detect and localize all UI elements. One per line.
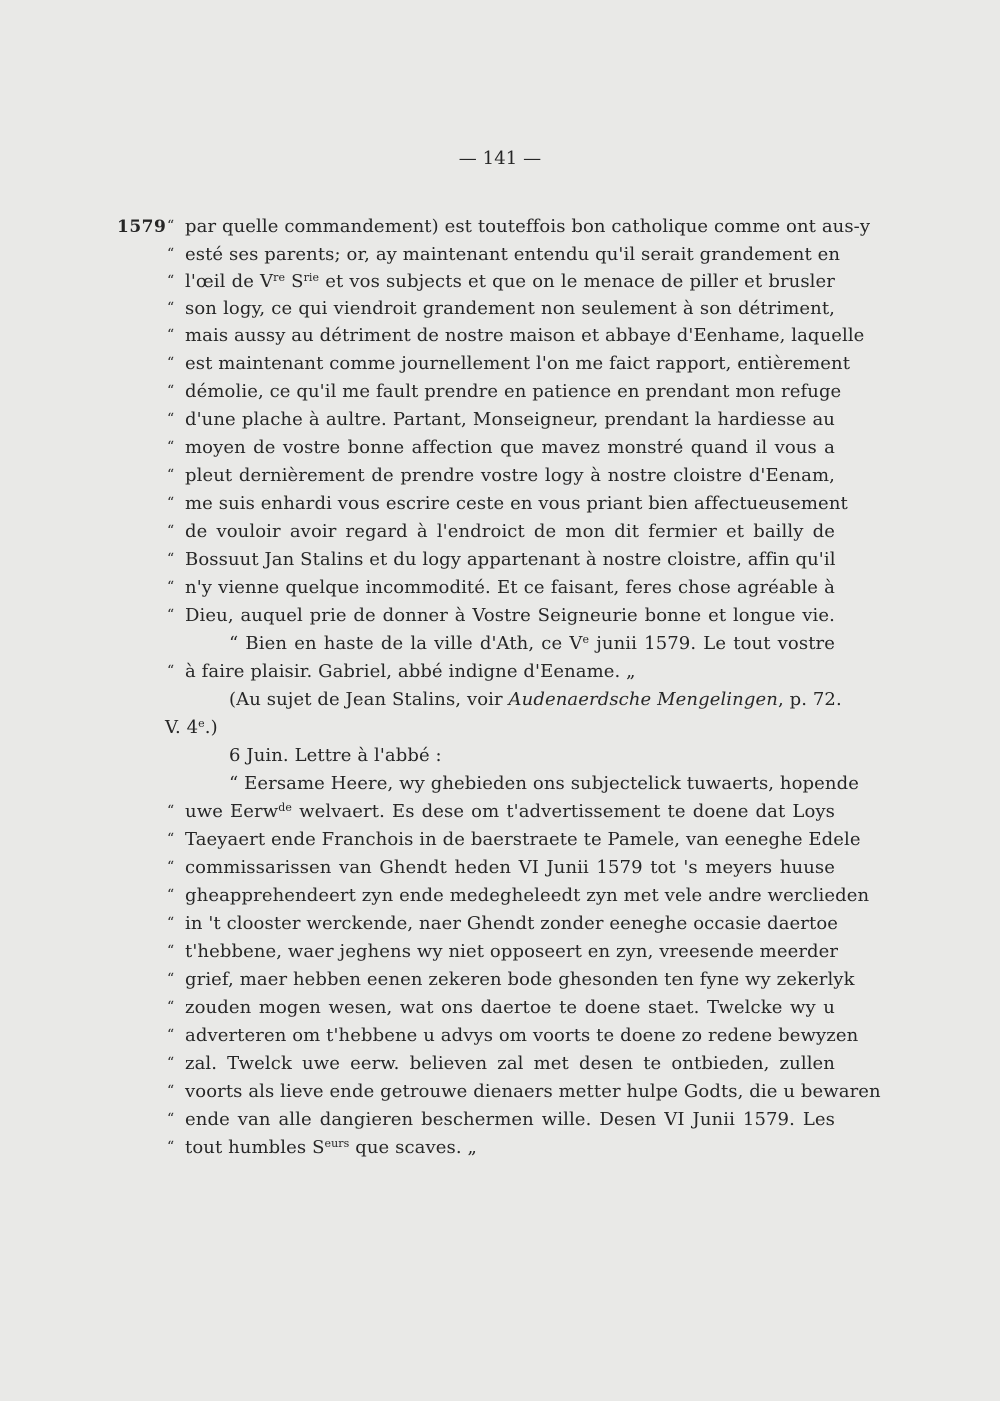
quote-mark: “ [167, 273, 175, 289]
quote-mark: “ [167, 943, 175, 959]
quote-mark: “ [167, 1139, 175, 1155]
quote-mark: “ [167, 523, 175, 539]
text-line-15: Dieu, auquel prie de donner à Vostre Seigneurie bonne et longue vie. [185, 605, 835, 626]
quote-mark: “ [167, 971, 175, 987]
text-line-4: son logy, ce qui viendroit grandement non seulement à son détriment, [185, 298, 835, 319]
quote-mark: “ [167, 383, 175, 399]
text-line-21: “ Eersame Heere, wy ghebieden ons subjectelick tuwaerts, hopende [229, 773, 859, 794]
text-line-3: l'œil de Vre $S^{rie}$ et vos subjects et que on le menace de piller et brusler [185, 271, 835, 292]
quote-mark: “ [167, 218, 175, 234]
text-line-28: grief, maer hebben eenen zekeren bode ghesonden ten fyne wy zekerlyk [185, 969, 855, 990]
text-line-8: d'une plache à aultre. Partant, Monseigneur, prendant la hardiesse au [185, 409, 835, 430]
quote-mark: “ [167, 246, 175, 262]
text-line-2: esté ses parents; or, ay maintenant entendu qu'il serait grandement en [185, 244, 841, 265]
quote-mark: “ [167, 467, 175, 483]
quote-mark: “ [167, 999, 175, 1015]
quote-mark: “ [167, 579, 175, 595]
text-line-1: par quelle commandement) est touteffois bon catholique comme ont aus-y [185, 216, 871, 237]
text-line-12: de vouloir avoir regard à l'endroict de mon dit fermier et bailly de [185, 521, 835, 542]
quote-mark: “ [167, 300, 175, 316]
quote-mark: “ [167, 1027, 175, 1043]
text-line-29: zouden mogen wesen, wat ons daertoe te doene staet. Twelcke wy u [185, 997, 835, 1018]
quote-mark: “ [167, 551, 175, 567]
text-line-34: tout humbles $S^{eurs}$ que scaves. „ [185, 1137, 477, 1158]
text-line-24: commissarissen van Ghendt heden VI Junii 1579 tot 's meyers huuse [185, 857, 835, 878]
text-line-6: est maintenant comme journellement l'on me faict rapport, entièrement [185, 353, 851, 374]
quote-mark: “ [167, 1111, 175, 1127]
text-line-17: à faire plaisir. Gabriel, abbé indigne d'Eename. „ [185, 661, 636, 682]
text-line-5: mais aussy au détriment de nostre maison et abbaye d'Eenhame, laquelle [185, 325, 865, 346]
quote-mark: “ [167, 439, 175, 455]
text-line-26: in 't clooster werckende, naer Ghendt zonder eeneghe occasie daertoe [185, 913, 839, 934]
text-line-16: “ Bien en haste de la ville d'Ath, ce Ve junii 1579. Le tout vostre [229, 633, 835, 654]
text-line-14: n'y vienne quelque incommodité. Et ce faisant, feres chose agréable à [185, 577, 835, 598]
text-line-23: Taeyaert ende Franchois in de baerstraete te Pamele, van eeneghe Edele [185, 829, 861, 850]
quote-mark: “ [167, 355, 175, 371]
quote-mark: “ [167, 327, 175, 343]
text-line-27: t'hebbene, waer jeghens wy niet opposeert en zyn, vreesende meerder [185, 941, 839, 962]
text-line-20: 6 Juin. Lettre à l'abbé : [229, 745, 442, 766]
text-line-25: gheapprehendeert zyn ende medegheleedt zyn met vele andre werclieden [185, 885, 870, 906]
quote-mark: “ [167, 887, 175, 903]
quote-mark: “ [167, 1083, 175, 1099]
text-line-10: pleut dernièrement de prendre vostre logy à nostre cloistre d'Eenam, [185, 465, 835, 486]
text-line-19: V. 4e.) [165, 717, 218, 738]
text-line-32: voorts als lieve ende getrouwe dienaers metter hulpe Godts, die u bewaren [185, 1081, 881, 1102]
quote-mark: “ [167, 495, 175, 511]
quote-mark: “ [167, 803, 175, 819]
text-line-33: ende van alle dangieren beschermen wille. Desen VI Junii 1579. Les [185, 1109, 835, 1130]
page-number: — 141 — [458, 148, 542, 169]
text-line-7: démolie, ce qu'il me fault prendre en patience en prendant mon refuge [185, 381, 842, 402]
text-line-11: me suis enhardi vous escrire ceste en vous priant bien affectueusement [185, 493, 848, 514]
quote-mark: “ [167, 831, 175, 847]
quote-mark: “ [167, 663, 175, 679]
text-line-30: adverteren om t'hebbene u advys om voorts te doene zo redene bewyzen [185, 1025, 859, 1046]
quote-mark: “ [167, 1055, 175, 1071]
margin-year: 1579 [117, 217, 167, 237]
text-line-18: (Au sujet de Jean Stalins, voir Audenaerdsche Mengelingen, p. 72. [229, 689, 842, 710]
quote-mark: “ [167, 607, 175, 623]
text-line-9: moyen de vostre bonne affection que mavez monstré quand il vous a [185, 437, 835, 458]
text-line-13: Bossuut Jan Stalins et du logy appartenant à nostre cloistre, affin qu'il [185, 549, 836, 570]
quote-mark: “ [167, 859, 175, 875]
quote-mark: “ [167, 915, 175, 931]
text-line-22: uwe Eerw$^{de}$ welvaert. Es dese om t'advertissement te doene dat Loys [185, 801, 835, 822]
quote-mark: “ [167, 411, 175, 427]
text-line-31: zal. Twelck uwe eerw. believen zal met desen te ontbieden, zullen [185, 1053, 835, 1074]
